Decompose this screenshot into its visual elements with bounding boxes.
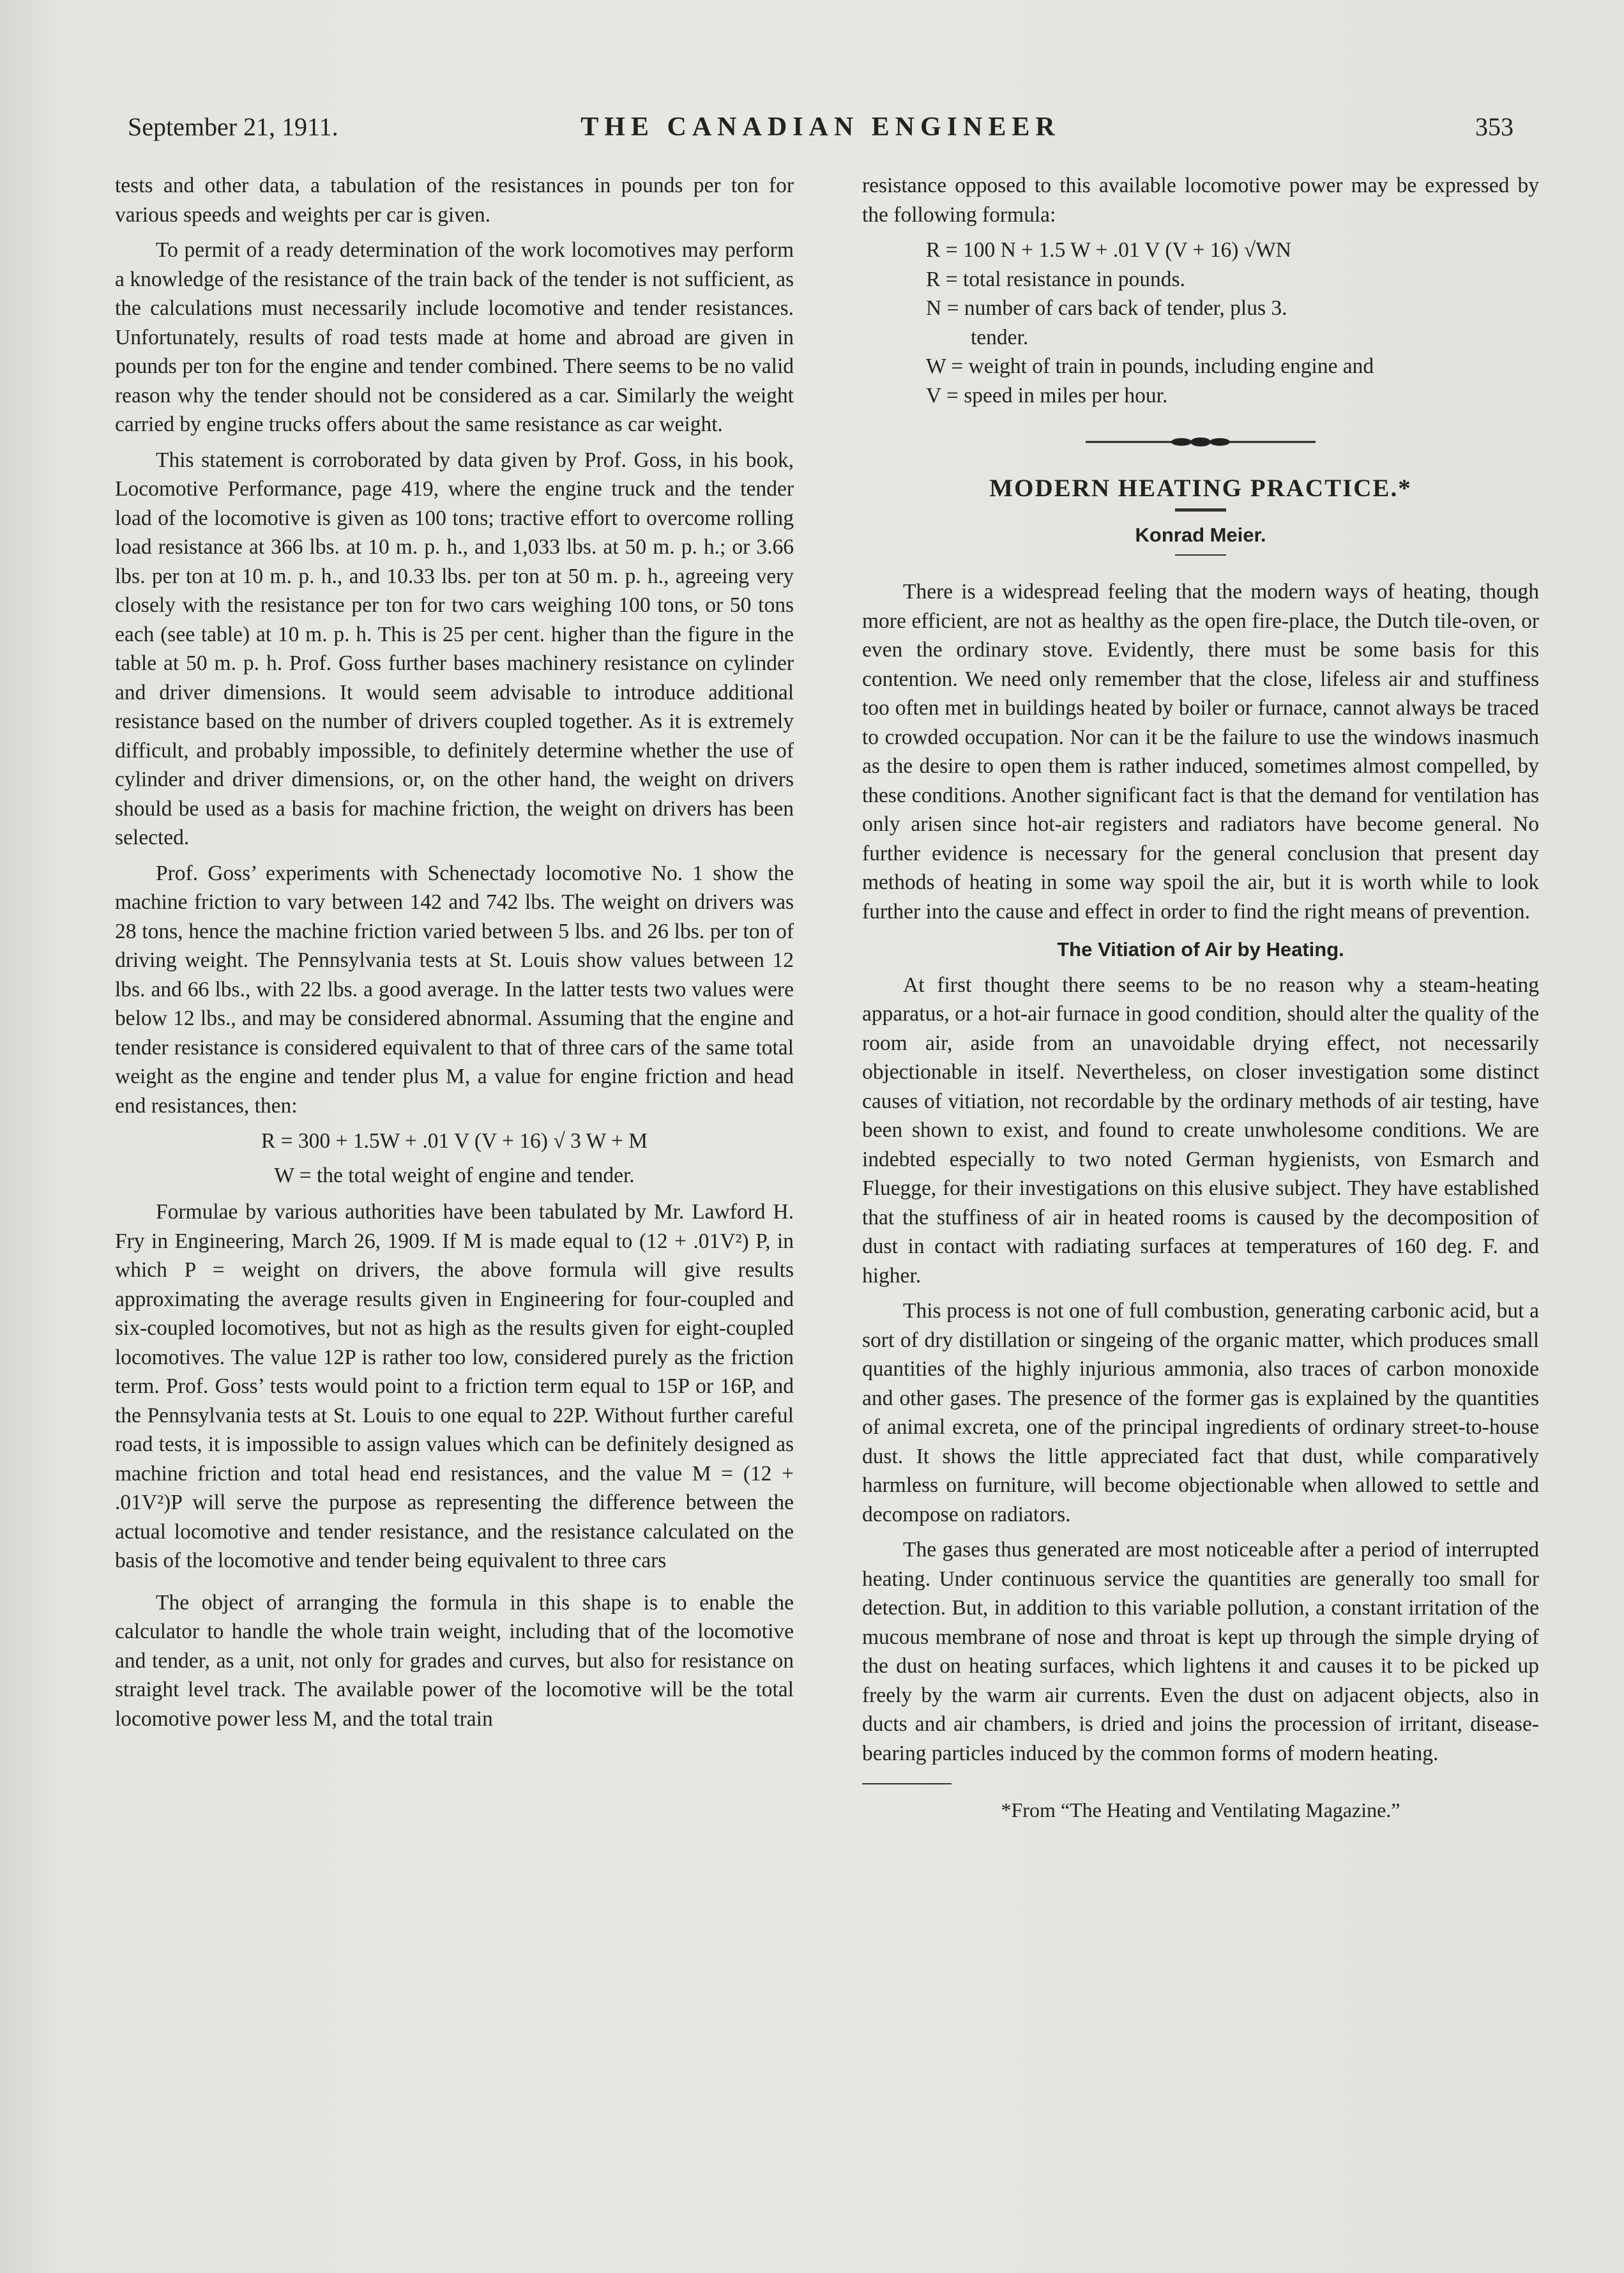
resistance-formula: R = 300 + 1.5W + .01 V (V + 16) √ 3 W + M <box>261 1129 648 1153</box>
formula-definition: W = the total weight of engine and tender. <box>274 1163 635 1187</box>
formula-line: R = 100 N + 1.5 W + .01 V (V + 16) √WN <box>926 238 1291 262</box>
formula-line: V = speed in miles per hour. <box>926 383 1168 407</box>
right-column <box>862 171 1539 1825</box>
title-rule <box>1175 508 1226 512</box>
formula-line: W = weight of train in pounds, including engine and <box>926 354 1374 378</box>
author-name: Konrad Meier. <box>1135 523 1266 546</box>
paragraph: There is a widespread feeling that the modern ways of heating, though more efficient, are not as healthy as the open fire-place, the Dutch tile-oven, or even the ordinary stove. Evidently, there must be some basis for this contention. We need only remember that the close, lifeless air and stuffiness too often met in buildings heated by boiler or furnace, cannot always be traced to crowded occupation. Nor can it be the failure to use the windows inasmuch as the desire to open them is rather induced, sometimes almost compelled, by these conditions. Another significant fact is that the demand for ventilation has only arisen since hot-air registers and radiators have become general. No further evidence is necessary for the general conclusion that present day methods of heating in some way spoil the air, but it is worth while to look further into the cause and effect in order to find the right means of prevention. <box>862 580 1539 924</box>
issue-date: September 21, 1911. <box>128 112 338 141</box>
formula-line: R = total resistance in pounds. <box>926 267 1185 291</box>
section-heading: The Vitiation of Air by Heating. <box>1057 938 1344 961</box>
paragraph: To permit of a ready determination of the work locomotives may perform a knowledge of the resistance of the train back of the tender is not sufficient, as the calculations must necessarily include locomotive and tender resistances. Unfortunately, results of road tests made at home and abroad are given in pounds per ton for the engine and tender combined. There seems to be no valid reason why the tender should not be considered as a car. Similarly the weight carried by engine trucks offers about the same resistance as car weight. <box>115 238 794 436</box>
formula-line: N = number of cars back of tender, plus 3. <box>926 296 1287 320</box>
paragraph: The object of arranging the formula in this shape is to enable the calculator to handle the whole train weight, including that of the locomotive and tender, as a unit, not only for grades and curves, but also for resistance on straight level track. The available power of the locomotive will be the total locomotive power less M, and the total train <box>115 1590 794 1731</box>
paragraph: resistance opposed to this available locomotive power may be expressed by the following formula: <box>862 174 1539 227</box>
footnote-rule <box>862 1783 952 1784</box>
left-column <box>115 171 794 1740</box>
formula-line: tender. <box>971 325 1029 349</box>
article-title: MODERN HEATING PRACTICE.* <box>989 475 1412 502</box>
author-rule <box>1175 554 1226 556</box>
paragraph: Formulae by various authorities have been tabulated by Mr. Lawford H. Fry in Engineering, March 26, 1909. If M is made equal to (12 + .01V²) P, in which P = weight on drivers, the above formula will give results approximating the average results given in Engineering for four-coupled and six-coupled locomotives, but not as high as the results given for eight-coupled locomotives. The value 12P is rather too low, considered purely as the friction term. Prof. Goss’ tests would point to a friction term equal to 15P or 16P, and the Pennsylvania tests at St. Louis to one equal to 22P. Without further careful road tests, it is impossible to assign values which can be definitely designed as machine friction and total head end resistances, and the value M = (12 + .01V²)P will serve the purpose as representing the difference between the actual locomotive and tender resistance, and the resistance calculated on the basis of the locomotive and tender being equivalent to three cars <box>115 1200 794 1572</box>
paragraph: The gases thus generated are most noticeable after a period of interrupted heating. Under continuous service the quantities are generally too small for detection. But, in addition to this variable pollution, a constant irritation of the mucous membrane of nose and throat is kept up through the simple drying of the dust on heating surfaces, which lightens it and causes it to be picked up freely by the warm air currents. Even the dust on adjacent objects, also in ducts and air chambers, is dried and joins the procession of irritant, disease-bearing particles induced by the common forms of modern heating. <box>862 1538 1539 1765</box>
paragraph: At first thought there seems to be no reason why a steam-heating apparatus, or a hot-air furnace in good condition, should alter the quality of the room air, aside from an unavoidable drying effect, not necessarily objectionable in itself. Nevertheless, on closer investigation some distinct causes of vitiation, not recordable by the ordinary methods of air testing, have been shown to exist, and found to create unwholesome conditions. We are indebted especially to two noted German hygienists, von Esmarch and Fluegge, for their investigations on this elusive subject. They have established that the stuffiness of air in heated rooms is caused by the decomposition of dust in contact with radiating surfaces at temperatures of 160 deg. F. and higher. <box>862 973 1539 1288</box>
ornamental-divider <box>862 436 1539 448</box>
paragraph: This process is not one of full combustion, generating carbonic acid, but a sort of dry distillation or singeing of the organic matter, which produces small quantities of the highly injurious ammonia, also traces of carbon monoxide and other gases. The presence of the former gas is explained by the quantities of animal excreta, one of the principal ingredients of ordinary street-to-house dust. It shows the little appreciated fact that dust, while comparatively harmless on furniture, will become objectionable when allowed to settle and decompose on radiators. <box>862 1299 1539 1526</box>
paragraph: Prof. Goss’ experiments with Schenectady locomotive No. 1 show the machine friction to vary between 142 and 742 lbs. The weight on drivers was 28 tons, hence the machine friction varied between 5 lbs. and 26 lbs. per ton of driving weight. The Pennsylvania tests at St. Louis show values between 12 lbs. and 66 lbs., with 22 lbs. a good average. In the latter tests two values were below 12 lbs., and may be considered abnormal. Assuming that the engine and tender resistance is considered equivalent to that of three cars of the same total weight as the engine and tender plus M, a value for engine friction and head end resistances, then: <box>115 861 794 1118</box>
train-resistance-formula <box>926 236 1539 410</box>
paragraph: This statement is corroborated by data given by Prof. Goss, in his book, Locomotive Performance, page 419, where the engine truck and the tender load of the locomotive is given as 100 tons; tractive effort to overcome rolling load resistance at 366 lbs. at 10 m. p. h., and 1,033 lbs. at 50 m. p. h.; or 3.66 lbs. per ton at 10 m. p. h., and 10.33 lbs. per ton at 50 m. p. h., agreeing very closely with the resistance per ton for two cars weighing 100 tons, or 50 tons each (see table) at 10 m. p. h. This is 25 per cent. higher than the figure in the table at 50 m. p. h. Prof. Goss further bases machinery resistance on cylinder and driver dimensions. It would seem advisable to introduce additional resistance based on the number of drivers coupled together. As it is extremely difficult, and probably impossible, to definitely determine whether the use of cylinder and driver dimensions, or, on the other hand, the weight on drivers should be used as a basis for machine friction, the weight on drivers has been selected. <box>115 448 794 849</box>
journal-title: THE CANADIAN ENGINEER <box>581 112 1061 142</box>
page-number: 353 <box>1475 112 1514 141</box>
paragraph: tests and other data, a tabulation of the resistances in pounds per ton for various speeds and weights per car is given. <box>115 174 794 227</box>
footnote: *From “The Heating and Ventilating Magazine.” <box>1001 1798 1400 1821</box>
page-header <box>128 112 1514 156</box>
